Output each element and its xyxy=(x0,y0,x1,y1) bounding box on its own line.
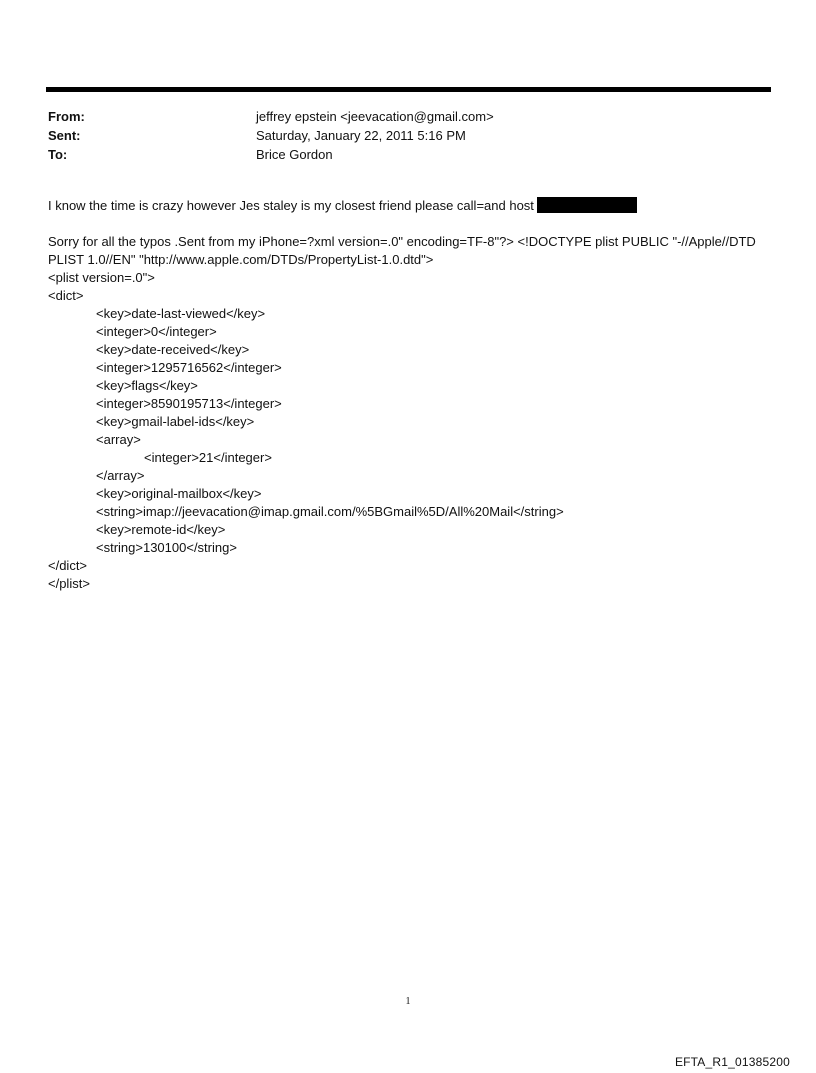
body-line: </plist> xyxy=(48,576,90,591)
page-number: 1 xyxy=(405,996,411,1007)
plist-text-block xyxy=(48,233,773,593)
body-line: <string>130100</string> xyxy=(96,540,237,555)
body-line: <integer>0</integer> xyxy=(96,324,217,339)
from-label: From: xyxy=(48,109,85,124)
sent-row xyxy=(48,126,768,145)
bates-number: EFTA_R1_01385200 xyxy=(674,1055,790,1069)
intro-line xyxy=(48,197,773,215)
to-row xyxy=(48,145,768,164)
redaction-block xyxy=(537,197,637,213)
body-line: </dict> xyxy=(48,558,88,573)
body-line: <integer>21</integer> xyxy=(144,450,272,465)
body-line: <dict> xyxy=(48,288,84,303)
body-line: </array> xyxy=(96,468,145,483)
sent-label: Sent: xyxy=(48,128,81,143)
from-row xyxy=(48,107,768,126)
body-line: <key>date-last-viewed</key> xyxy=(96,306,266,321)
from-value: jeffrey epstein <jeevacation@gmail.com> xyxy=(256,109,494,124)
body-line: <plist version=.0"> xyxy=(48,270,155,285)
to-label: To: xyxy=(48,147,68,162)
email-body xyxy=(48,197,773,593)
intro-text: I know the time is crazy however Jes staley is my closest friend please call=and host xyxy=(48,198,534,213)
body-line: Sorry for all the typos .Sent from my iPhone=?xml version=.0" encoding=TF-8"?> <!DOCTYPE plist PUBLIC "-//Apple//DTD xyxy=(48,234,756,249)
body-line: <key>gmail-label-ids</key> xyxy=(96,414,255,429)
body-line: <key>remote-id</key> xyxy=(96,522,226,537)
body-line: <integer>8590195713</integer> xyxy=(96,396,282,411)
body-line: <array> xyxy=(96,432,141,447)
body-line: <key>date-received</key> xyxy=(96,342,250,357)
to-value: Brice Gordon xyxy=(256,147,333,162)
body-line: <string>imap://jeevacation@imap.gmail.com/%5BGmail%5D/All%20Mail</string> xyxy=(96,504,564,519)
body-line: <key>flags</key> xyxy=(96,378,198,393)
body-line: <integer>1295716562</integer> xyxy=(96,360,282,375)
sent-value: Saturday, January 22, 2011 5:16 PM xyxy=(256,128,466,143)
body-line: <key>original-mailbox</key> xyxy=(96,486,262,501)
body-line: PLIST 1.0//EN" "http://www.apple.com/DTDs/PropertyList-1.0.dtd"> xyxy=(48,252,434,267)
top-rule xyxy=(46,87,771,92)
email-header xyxy=(48,107,768,164)
